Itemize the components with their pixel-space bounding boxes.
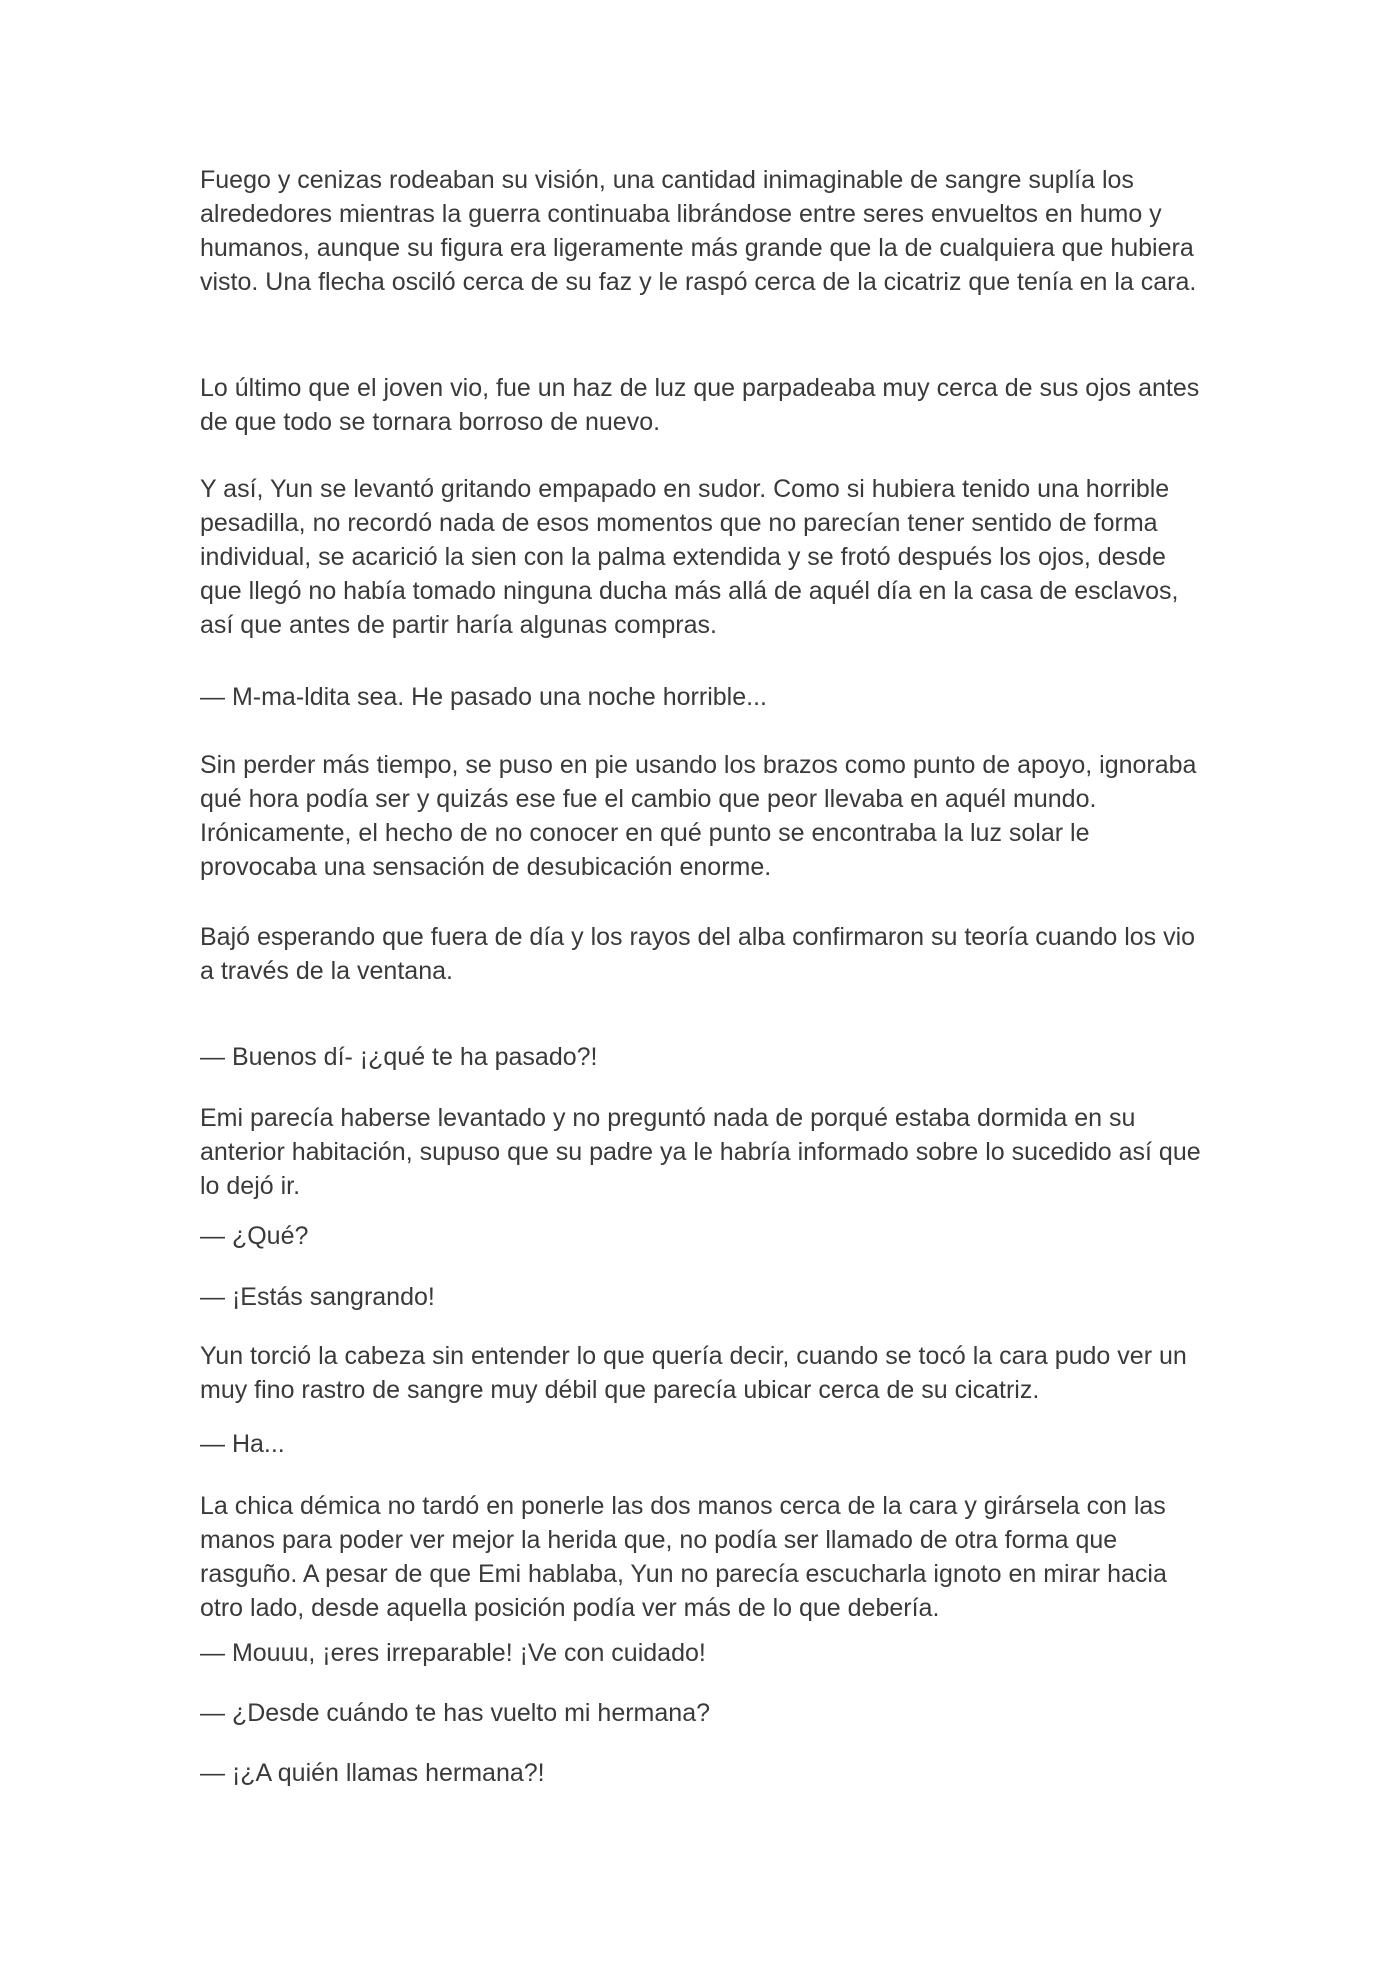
paragraph-2: Lo último que el joven vio, fue un haz de luz que parpadeaba muy cerca de sus ojos antes de que todo se tornara borroso de nuevo.: [200, 374, 1200, 436]
dialogue-line-6: — Mouuu, ¡eres irreparable! ¡Ve con cuidado!: [200, 1639, 706, 1667]
paragraph-6: Emi parecía haberse levantado y no preguntó nada de porqué estaba dormida en su anterior habitación, supuso que su padre ya le habría informado sobre lo sucedido así que lo dejó ir.: [200, 1104, 1201, 1200]
dialogue-line-8: — ¡¿A quién llamas hermana?!: [200, 1759, 545, 1787]
paragraph-4: Sin perder más tiempo, se puso en pie usando los brazos como punto de apoyo, ignoraba qué hora podía ser y quizás ese fue el cambio que peor llevaba en aquél mundo. Irónicamente, el hecho de no conocer en qué punto se encontraba la luz solar le provocaba una sensación de desubicación enorme.: [200, 751, 1197, 881]
dialogue-line-4: — ¡Estás sangrando!: [200, 1283, 435, 1311]
paragraph-1: Fuego y cenizas rodeaban su visión, una cantidad inimaginable de sangre suplía los alrededores mientras la guerra continuaba librándose entre seres envueltos en humo y humanos, aunque su figura era ligeramente más grande que la de cualquiera que hubiera visto. Una flecha osciló cerca de su faz y le raspó cerca de la cicatriz que tenía en la cara.: [200, 166, 1197, 296]
dialogue-line-7: — ¿Desde cuándo te has vuelto mi hermana?: [200, 1699, 710, 1727]
dialogue-line-2: — Buenos dí- ¡¿qué te ha pasado?!: [200, 1043, 598, 1071]
dialogue-line-1: — M-ma-ldita sea. He pasado una noche horrible...: [200, 683, 767, 711]
paragraph-3: Y así, Yun se levantó gritando empapado en sudor. Como si hubiera tenido una horrible pesadilla, no recordó nada de esos momentos que no parecían tener sentido de forma individual, se acarició la sien con la palma extendida y se frotó después los ojos, desde que llegó no había tomado ninguna ducha más allá de aquél día en la casa de esclavos, así que antes de partir haría algunas compras.: [200, 475, 1179, 639]
paragraph-7: Yun torció la cabeza sin entender lo que quería decir, cuando se tocó la cara pudo ver un muy fino rastro de sangre muy débil que parecía ubicar cerca de su cicatriz.: [200, 1342, 1187, 1404]
dialogue-line-5: — Ha...: [200, 1430, 285, 1458]
paragraph-8: La chica démica no tardó en ponerle las dos manos cerca de la cara y girársela con las manos para poder ver mejor la herida que, no podía ser llamado de otra forma que rasguño. A pesar de que Emi hablaba, Yun no parecía escucharla ignoto en mirar hacia otro lado, desde aquella posición podía ver más de lo que debería.: [200, 1492, 1167, 1622]
dialogue-line-3: — ¿Qué?: [200, 1222, 309, 1250]
paragraph-5: Bajó esperando que fuera de día y los rayos del alba confirmaron su teoría cuando los vio a través de la ventana.: [200, 923, 1196, 985]
